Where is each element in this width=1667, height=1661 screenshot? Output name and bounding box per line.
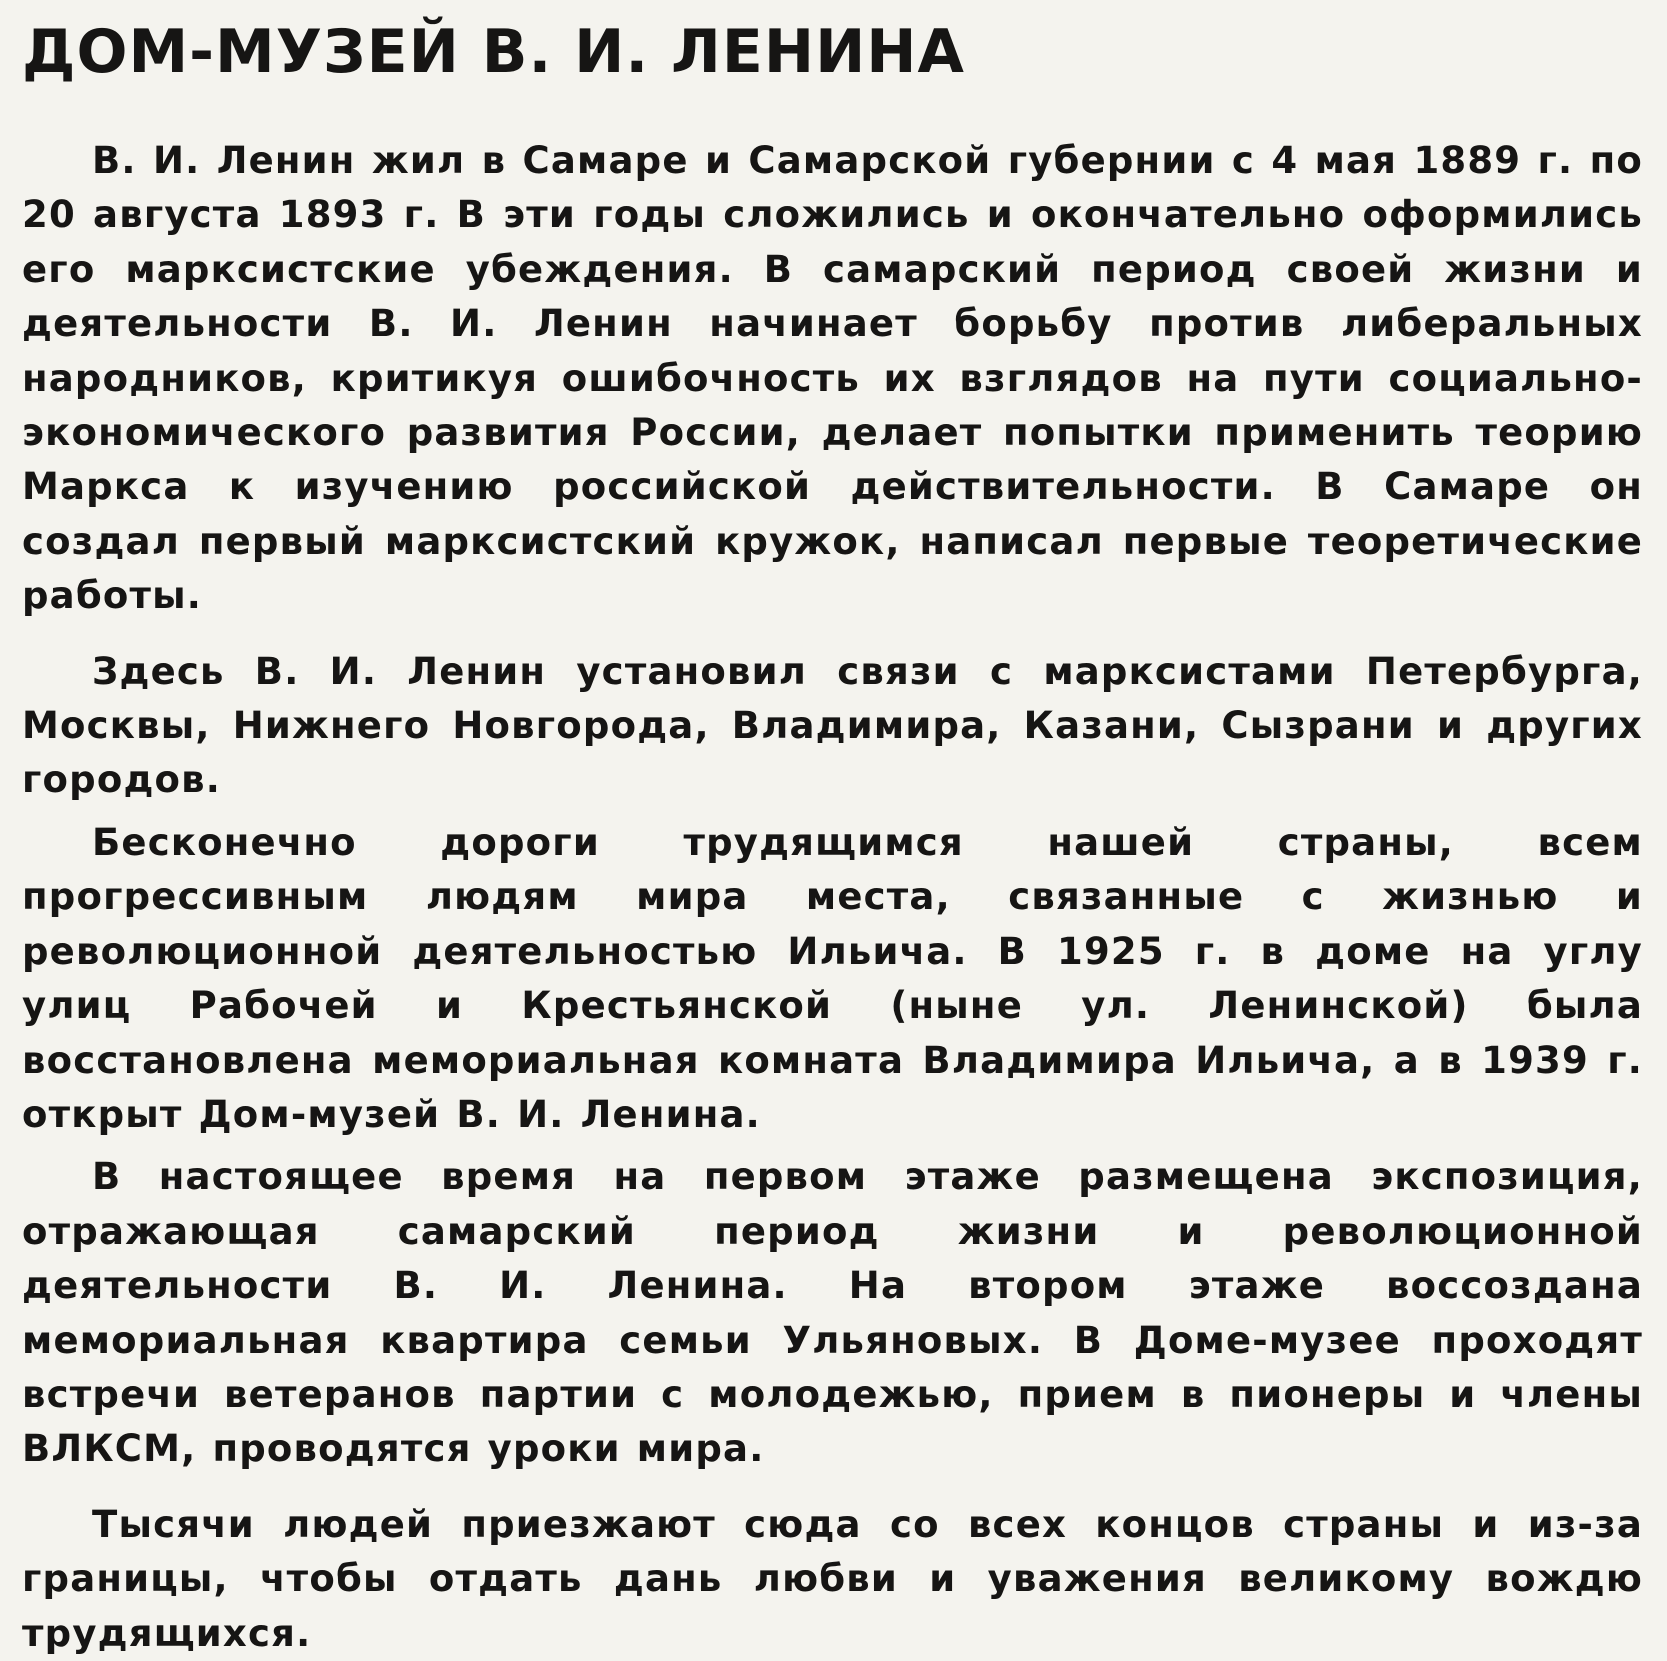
article-body: [22, 134, 1643, 1661]
page-title: ДОМ-МУЗЕЙ В. И. ЛЕНИНА: [22, 17, 965, 87]
paragraph-3: Бесконечно дороги трудящимся нашей страны, всем прогрессивным людям мира места, связанные с жизнью и революционной деятельностью Ильича. В 1925 г. в доме на углу улиц Рабочей и Крестьянской (ныне ул. Ленинской) была восстановлена мемориальная комната Владимира Ильича, а в 1939 г. открыт Дом-музей В. И. Ленина.: [22, 820, 1643, 1136]
paragraph-4: В настоящее время на первом этаже размещена экспозиция, отражающая самарский период жизни и революционной деятельности В. И. Ленина. На втором этаже воссоздана мемориальная квартира семьи Ульяновых. В Доме-музее проходят встречи ветеранов партии с молодежью, прием в пионеры и члены ВЛКСМ, проводятся уроки мира.: [22, 1155, 1643, 1471]
paragraph-2: Здесь В. И. Ленин установил связи с марксистами Петербурга, Москвы, Нижнего Новгорода, Владимира, Казани, Сызрани и других городов.: [22, 649, 1643, 802]
paragraph-5: Тысячи людей приезжают сюда со всех концов страны и из-за границы, чтобы отдать дань любви и уважения великому вождю трудящихся.: [22, 1502, 1643, 1655]
paragraph-1: В. И. Ленин жил в Самаре и Самарской губернии с 4 мая 1889 г. по 20 августа 1893 г. В эти годы сложились и окончательно оформились его марксистские убеждения. В самарский период своей жизни и деятельности В. И. Ленин начинает борьбу против либеральных народников, критикуя ошибочность их взглядов на пути социально-экономического развития России, делает попытки применить теорию Маркса к изучению российской действительности. В Самаре он создал первый марксистский кружок, написал первые теоретические работы.: [22, 139, 1643, 618]
